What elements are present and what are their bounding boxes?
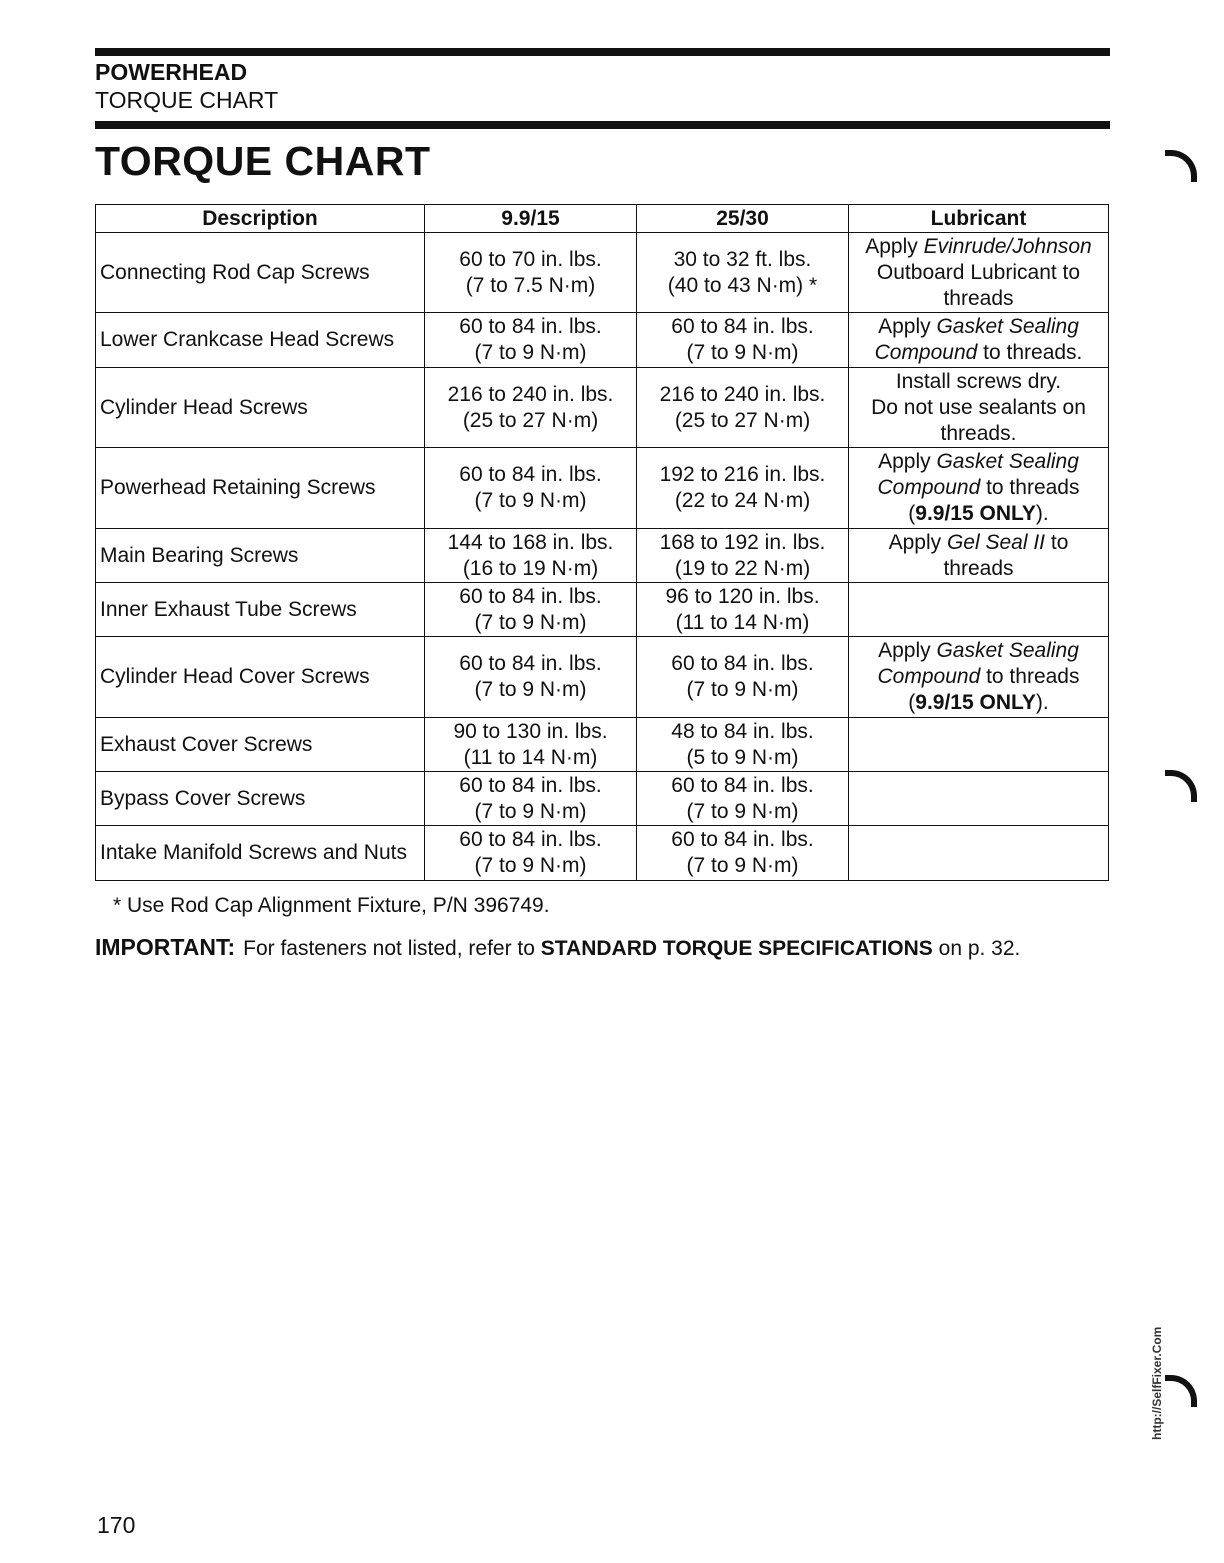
cell-lubricant — [849, 313, 1109, 368]
cell-line: (7 to 9 N·m) — [474, 799, 587, 823]
cell-line: 216 to 240 in. lbs. — [447, 382, 614, 406]
cell-line: (5 to 9 N·m) — [686, 745, 799, 769]
cell-line: threads — [943, 286, 1014, 310]
table-row — [96, 529, 1109, 583]
cell-line: (7 to 9 N·m) — [686, 854, 799, 877]
cell-line: Install screws dry. — [895, 369, 1062, 393]
cell-torque-v2 — [637, 583, 849, 637]
cell-torque-v1 — [425, 637, 637, 718]
cell-description: Lower Crankcase Head Screws — [96, 313, 425, 368]
column-header: Lubricant — [849, 205, 1109, 233]
cell-line: (7 to 9 N·m) — [474, 854, 587, 877]
cell-torque-v2 — [637, 826, 849, 881]
table-row — [96, 583, 1109, 637]
table-row — [96, 772, 1109, 826]
cell-description: Inner Exhaust Tube Screws — [96, 583, 425, 637]
header-rule-top — [95, 48, 1110, 56]
important-reference: STANDARD TORQUE SPECIFICATIONS — [540, 937, 933, 960]
footnote: * Use Rod Cap Alignment Fixture, P/N 396749. — [113, 894, 550, 917]
cell-lubricant — [849, 583, 1109, 637]
column-header: 25/30 — [637, 205, 849, 233]
cell-line: threads. — [940, 421, 1017, 445]
cell-torque-v1 — [425, 718, 637, 772]
cell-line: Outboard Lubricant to — [876, 260, 1081, 284]
table-row — [96, 313, 1109, 368]
cell-line: 48 to 84 in. lbs. — [671, 719, 814, 743]
cell-line: (40 to 43 N·m) * — [667, 273, 818, 297]
cell-line: (9.9/15 ONLY). — [908, 691, 1049, 714]
cell-line: Apply Gel Seal II to — [888, 530, 1069, 554]
page-number: 170 — [97, 1512, 136, 1538]
cell-torque-v2 — [637, 772, 849, 826]
cell-line: Apply Gasket Sealing — [878, 315, 1079, 338]
cell-line: 60 to 70 in. lbs. — [459, 247, 602, 271]
cell-line: threads — [943, 556, 1014, 580]
table-row — [96, 826, 1109, 881]
cell-line: (16 to 19 N·m) — [462, 556, 599, 580]
cell-line: 192 to 216 in. lbs. — [659, 463, 826, 486]
cell-line: (22 to 24 N·m) — [674, 489, 811, 512]
important-note — [95, 934, 1020, 961]
cell-description: Cylinder Head Cover Screws — [96, 637, 425, 718]
cell-torque-v1 — [425, 772, 637, 826]
table-row — [96, 637, 1109, 718]
cell-line: 30 to 32 ft. lbs. — [673, 247, 812, 271]
cell-torque-v2 — [637, 448, 849, 529]
cell-lubricant — [849, 718, 1109, 772]
cell-lubricant — [849, 448, 1109, 529]
torque-table — [95, 204, 1109, 881]
cell-line: 60 to 84 in. lbs. — [671, 652, 814, 675]
table-header-row — [96, 205, 1109, 233]
important-text: For fasteners not listed, refer to — [243, 937, 535, 960]
cell-line: (7 to 9 N·m) — [474, 678, 587, 701]
column-header: 9.9/15 — [425, 205, 637, 233]
cell-line: 60 to 84 in. lbs. — [671, 828, 814, 851]
cell-line: 60 to 84 in. lbs. — [671, 315, 814, 338]
important-text-end: on p. 32. — [938, 937, 1021, 960]
cell-description: Powerhead Retaining Screws — [96, 448, 425, 529]
cell-lubricant — [849, 637, 1109, 718]
cell-lubricant — [849, 529, 1109, 583]
cell-line: 60 to 84 in. lbs. — [459, 828, 602, 851]
cell-torque-v1 — [425, 368, 637, 448]
cell-line: (7 to 9 N·m) — [686, 341, 799, 364]
cell-line: Apply Gasket Sealing — [878, 450, 1079, 473]
cell-line: Do not use sealants on — [871, 395, 1086, 419]
cell-line: Compound to threads — [877, 476, 1080, 499]
cell-torque-v2 — [637, 529, 849, 583]
cell-line: Compound to threads. — [874, 341, 1083, 364]
cell-line: 144 to 168 in. lbs. — [447, 530, 614, 554]
cell-line: (7 to 9 N·m) — [686, 678, 799, 701]
cell-description: Cylinder Head Screws — [96, 368, 425, 448]
cell-line: Compound to threads — [877, 665, 1080, 688]
cell-torque-v2 — [637, 233, 849, 313]
cell-line: (9.9/15 ONLY). — [908, 502, 1049, 525]
cell-line: 60 to 84 in. lbs. — [459, 463, 602, 486]
cell-description: Intake Manifold Screws and Nuts — [96, 826, 425, 881]
table-row — [96, 233, 1109, 313]
important-label: IMPORTANT: — [95, 934, 236, 960]
cell-line: (7 to 7.5 N·m) — [465, 273, 596, 297]
page-title: TORQUE CHART — [95, 138, 431, 184]
cell-line: (7 to 9 N·m) — [474, 489, 587, 512]
cell-line: 60 to 84 in. lbs. — [459, 315, 602, 338]
cell-torque-v1 — [425, 826, 637, 881]
cell-torque-v1 — [425, 583, 637, 637]
cell-line: Apply Gasket Sealing — [878, 639, 1079, 662]
cell-line: (19 to 22 N·m) — [674, 556, 811, 580]
cell-torque-v2 — [637, 368, 849, 448]
watermark: http://SelfFixer.Com — [1150, 1326, 1164, 1440]
cell-line: 90 to 130 in. lbs. — [453, 719, 608, 743]
cell-line: Apply Evinrude/Johnson — [865, 234, 1092, 258]
cell-lubricant — [849, 233, 1109, 313]
table-row — [96, 448, 1109, 529]
table-row — [96, 718, 1109, 772]
cell-line: 60 to 84 in. lbs. — [459, 773, 602, 797]
binder-hole-mark — [1165, 770, 1197, 802]
section-heading: POWERHEAD — [95, 59, 248, 85]
cell-line: (25 to 27 N·m) — [462, 408, 599, 432]
header-rule-bottom — [95, 121, 1110, 129]
cell-line: (25 to 27 N·m) — [674, 408, 811, 432]
table-row — [96, 368, 1109, 448]
cell-torque-v2 — [637, 718, 849, 772]
cell-lubricant — [849, 826, 1109, 881]
binder-hole-mark — [1165, 1375, 1197, 1407]
cell-line: 168 to 192 in. lbs. — [659, 530, 826, 554]
cell-line: 60 to 84 in. lbs. — [671, 773, 814, 797]
cell-line: 96 to 120 in. lbs. — [665, 584, 820, 608]
cell-description: Connecting Rod Cap Screws — [96, 233, 425, 313]
cell-line: (11 to 14 N·m) — [463, 745, 598, 769]
cell-lubricant — [849, 368, 1109, 448]
cell-description: Bypass Cover Screws — [96, 772, 425, 826]
cell-line: (7 to 9 N·m) — [474, 610, 587, 634]
cell-lubricant — [849, 772, 1109, 826]
subsection-heading: TORQUE CHART — [95, 87, 279, 113]
binder-hole-mark — [1165, 150, 1197, 182]
cell-torque-v1 — [425, 529, 637, 583]
cell-torque-v1 — [425, 233, 637, 313]
cell-torque-v1 — [425, 448, 637, 529]
cell-description: Exhaust Cover Screws — [96, 718, 425, 772]
cell-torque-v2 — [637, 637, 849, 718]
column-header: Description — [96, 205, 425, 233]
cell-torque-v1 — [425, 313, 637, 368]
cell-line: (7 to 9 N·m) — [686, 799, 799, 823]
cell-line: (7 to 9 N·m) — [474, 341, 587, 364]
cell-line: 60 to 84 in. lbs. — [459, 652, 602, 675]
cell-line: 216 to 240 in. lbs. — [659, 382, 826, 406]
cell-torque-v2 — [637, 313, 849, 368]
cell-line: (11 to 14 N·m) — [675, 610, 810, 634]
cell-line: 60 to 84 in. lbs. — [459, 584, 602, 608]
cell-description: Main Bearing Screws — [96, 529, 425, 583]
